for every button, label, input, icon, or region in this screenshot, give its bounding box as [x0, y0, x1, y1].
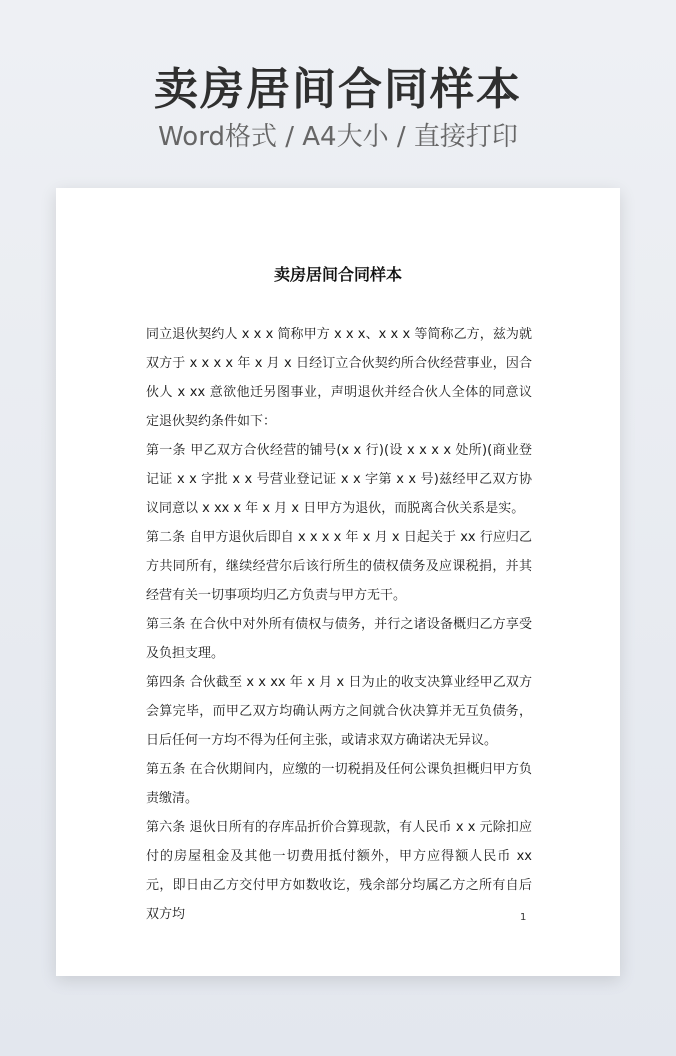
document-page [56, 188, 620, 976]
page-number: 1 [520, 912, 527, 923]
document-title: 卖房居间合同样本 [273, 265, 402, 284]
paragraph-article-3: 第三条 在合伙中对外所有债权与债务，并行之诸设备概归乙方享受及负担支理。 [146, 617, 532, 661]
paragraph-article-6: 第六条 退伙日所有的存库品折价合算现款，有人民币 x x 元除扣应付的房屋租金及其他一切费用抵付额外，甲方应得额人民币 xx 元，即日由乙方交付甲方如数收讫，残余部分均属乙方之所有自后双方均 [146, 820, 532, 922]
paragraph-article-4: 第四条 合伙截至 x x xx 年 x 月 x 日为止的收支决算业经甲乙双方会算完毕，而甲乙双方均确认两方之间就合伙决算并无互负债务，日后任何一方均不得为任何主张，或请求双方确诺决无异议。 [146, 675, 532, 748]
banner [0, 0, 676, 180]
paragraph-article-5: 第五条 在合伙期间内，应缴的一切税捐及任何公课负担概归甲方负责缴清。 [146, 762, 532, 806]
banner-subtitle: Word格式 / A4大小 / 直接打印 [158, 122, 518, 152]
paragraph-intro: 同立退伙契约人 x x x 简称甲方 x x x、x x x 等简称乙方，兹为就双方于 x x x x 年 x 月 x 日经订立合伙契约所合伙经营事业，因合伙人 x xx 意欲他迁另图事业，声明退伙并经合伙人全体的同意议定退伙契约条件如下： [146, 327, 532, 429]
paragraph-article-1: 第一条 甲乙双方合伙经营的铺号(x x 行)(设 x x x x 处所)(商业登记证 x x 字批 x x 号营业登记证 x x 字第 x x 号)兹经甲乙双方协议同意以 x xx x 年 x 月 x 日甲方为退伙，而脱离合伙关系是实。 [146, 443, 532, 516]
document-body [146, 320, 532, 929]
paragraph-article-2: 第二条 自甲方退伙后即自 x x x x 年 x 月 x 日起关于 xx 行应归乙方共同所有，继续经营尔后该行所生的债权债务及应课税捐，并其经营有关一切事项均归乙方负责与甲方无干。 [146, 530, 532, 603]
banner-title: 卖房居间合同样本 [154, 64, 522, 115]
